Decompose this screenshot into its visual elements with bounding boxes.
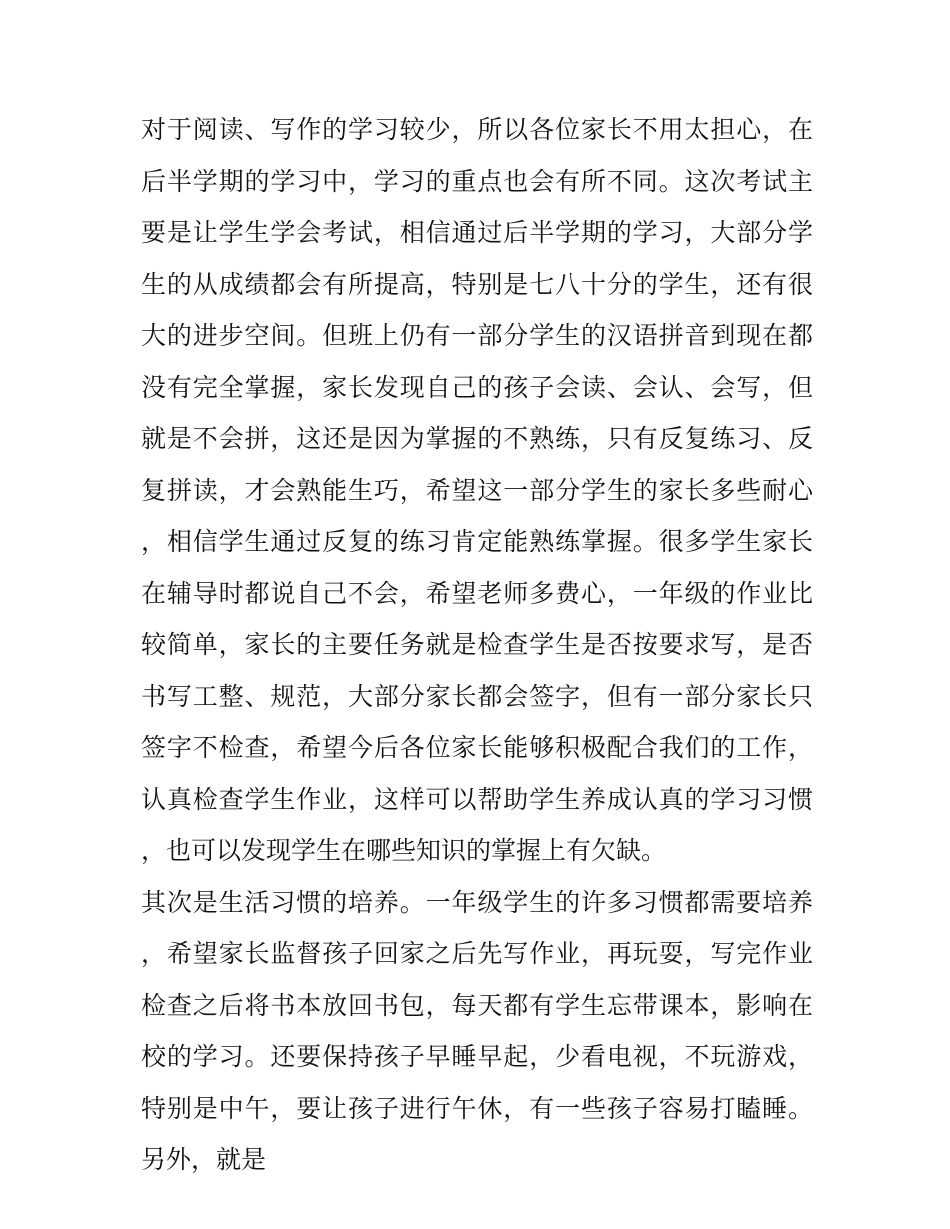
document-body xyxy=(141,104,813,1186)
paragraph-study-habits: 对于阅读、写作的学习较少，所以各位家长不用太担心，在后半学期的学习中，学习的重点也会有所不同。这次考试主要是让学生学会考试，相信通过后半学期的学习，大部分学生的从成绩都会有所提高，特别是七八十分的学生，还有很大的进步空间。但班上仍有一部分学生的汉语拼音到现在都没有完全掌握，家长发现自己的孩子会读、会认、会写，但就是不会拼，这还是因为掌握的不熟练，只有反复练习、反复拼读，才会熟能生巧，希望这一部分学生的家长多些耐心，相信学生通过反复的练习肯定能熟练掌握。很多学生家长在辅导时都说自己不会，希望老师多费心，一年级的作业比较简单，家长的主要任务就是检查学生是否按要求写，是否书写工整、规范，大部分家长都会签字，但有一部分家长只签字不检查，希望今后各位家长能够积极配合我们的工作，认真检查学生作业，这样可以帮助学生养成认真的学习习惯，也可以发现学生在哪些知识的掌握上有欠缺。 xyxy=(141,115,813,865)
paragraph-life-habits: 其次是生活习惯的培养。一年级学生的许多习惯都需要培养，希望家长监督孩子回家之后先写作业，再玩耍，写完作业检查之后将书本放回书包，每天都有学生忘带课本，影响在校的学习。还要保持孩子早睡早起，少看电视，不玩游戏，特别是中午，要让孩子进行午休，有一些孩子容易打瞌睡。另外，就是 xyxy=(141,887,813,1174)
